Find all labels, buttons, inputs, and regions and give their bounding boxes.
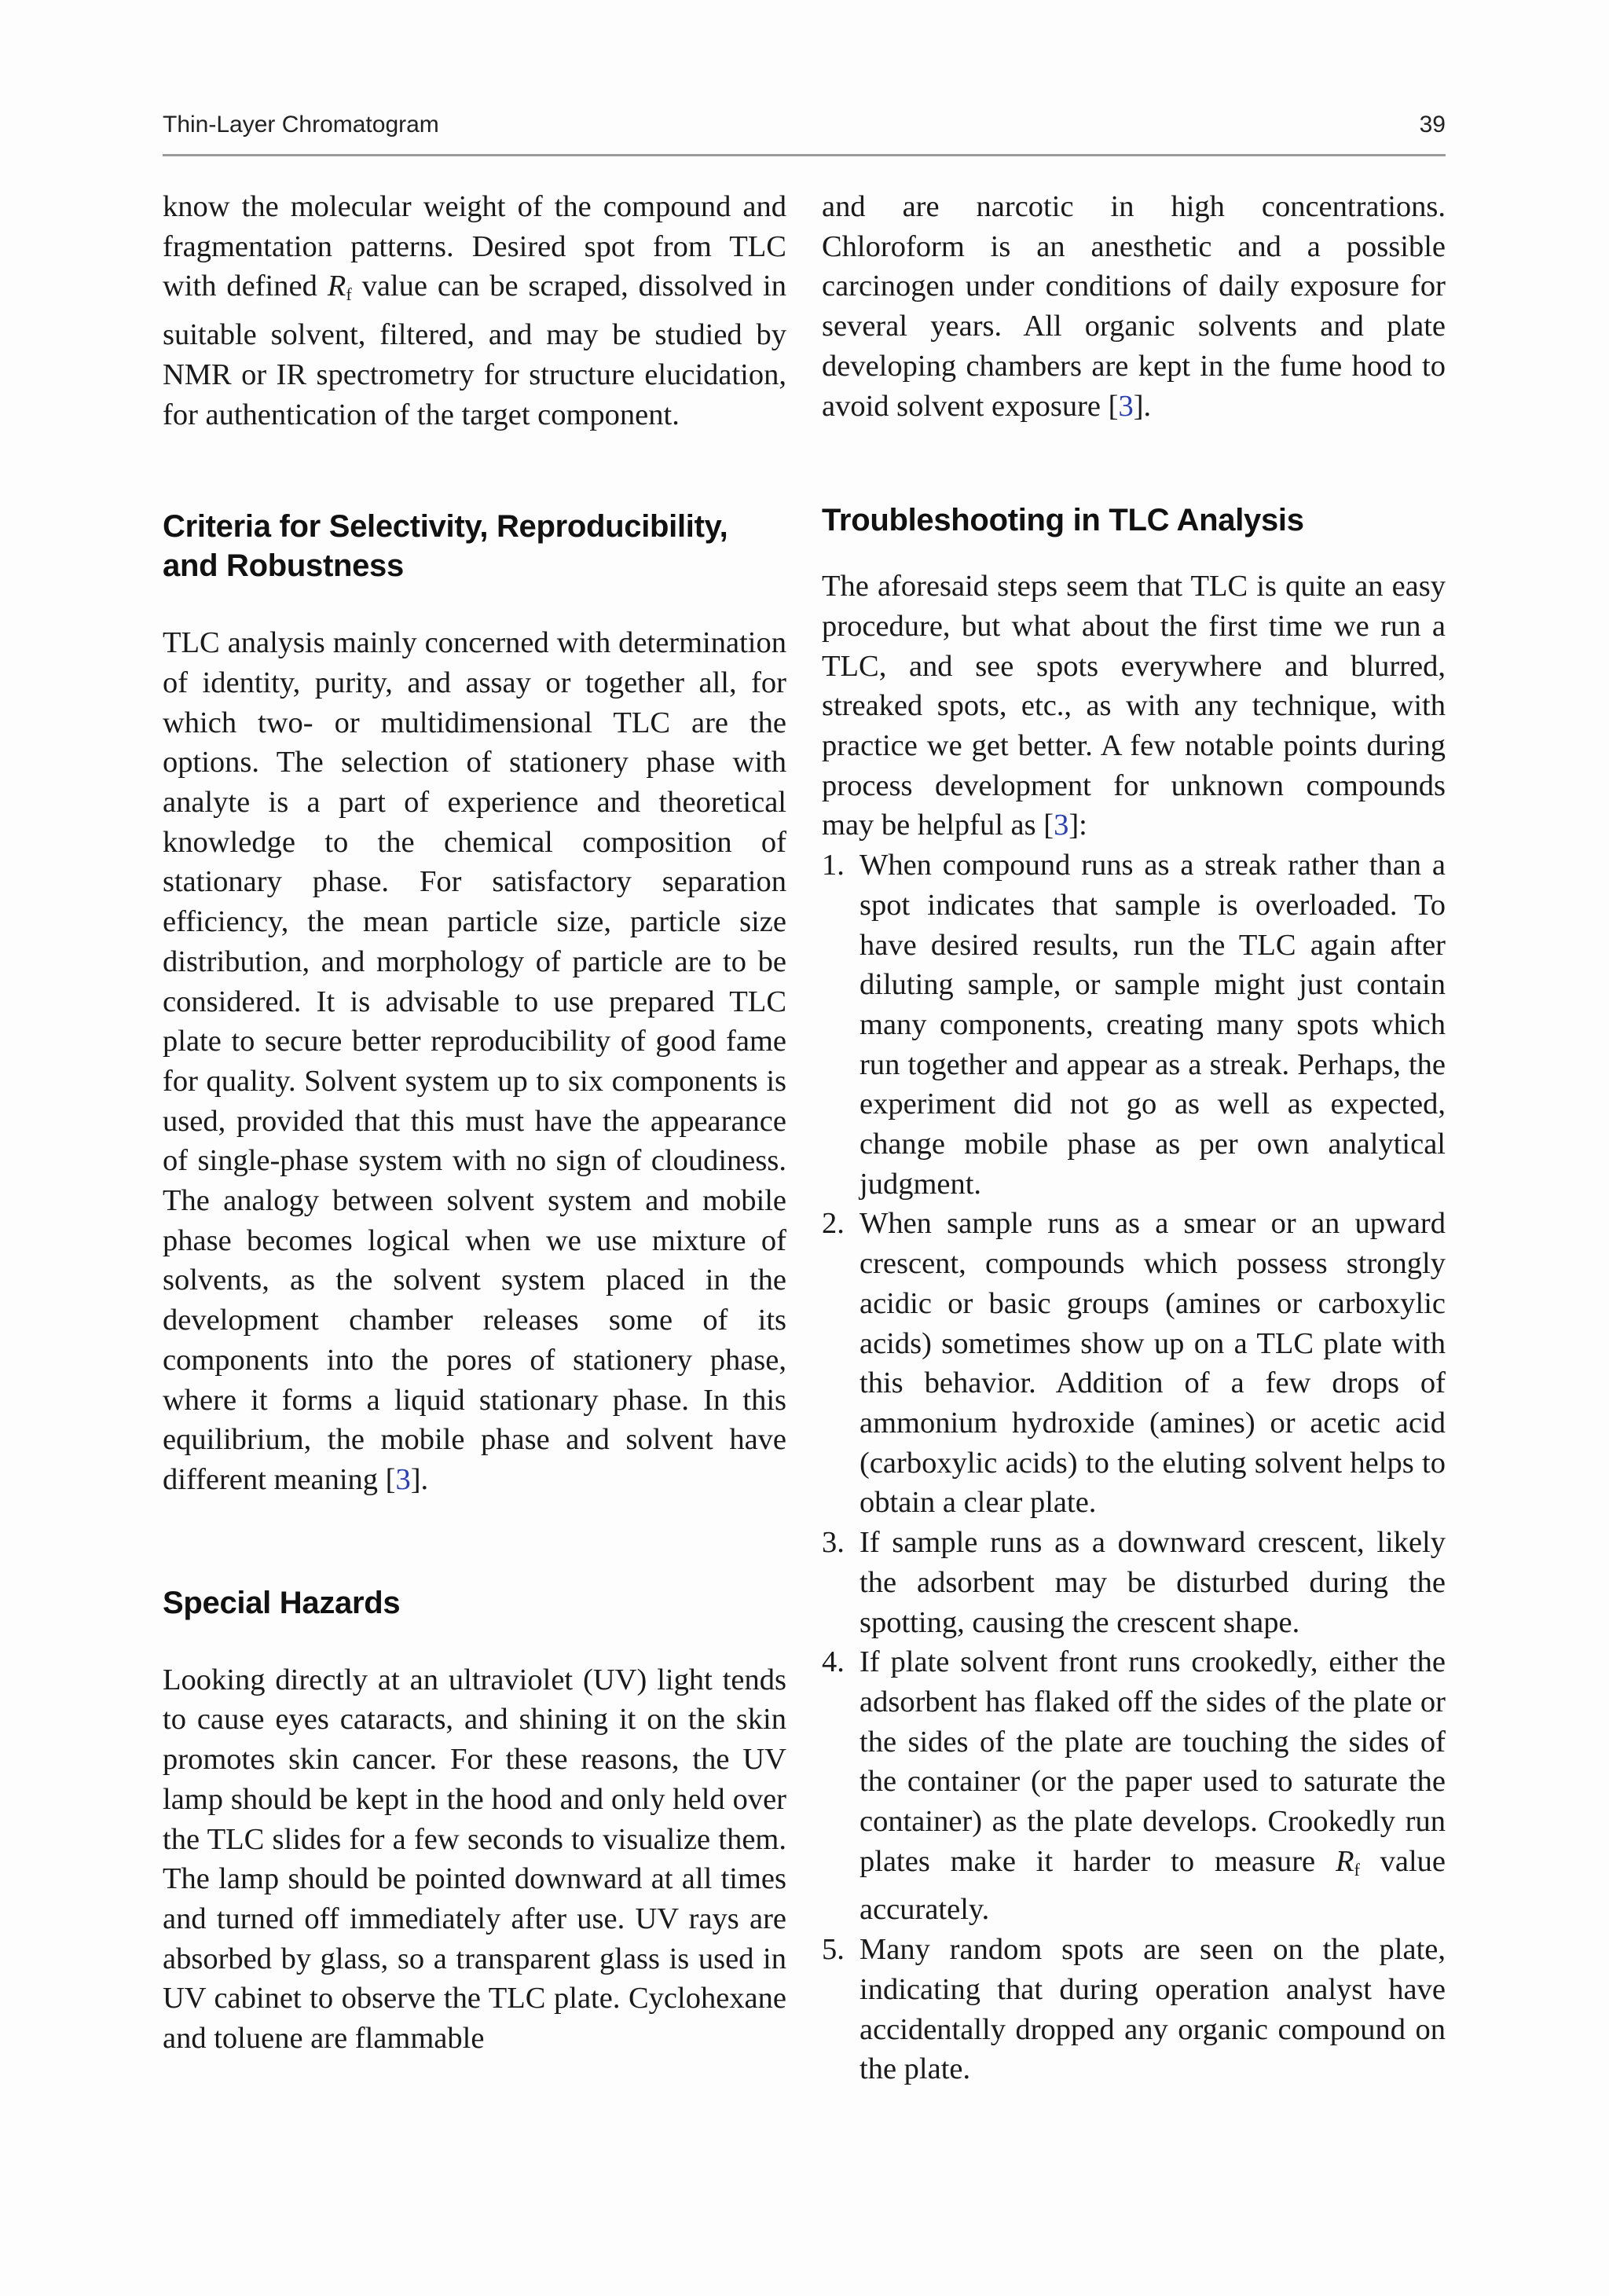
list-number: 2. — [822, 1207, 845, 1241]
list-number: 5. — [822, 1933, 845, 1967]
paragraph-text: The aforesaid steps seem that TLC is quite an easy procedure, but what about the first time we run a TLC, and see spots everywhere and blurred, streaked spots, etc., as with any technique, with practice we get better. A few notable points during process development for unknown compounds may be helpful as [ — [822, 570, 1446, 842]
list-item-text: If plate solvent front runs crookedly, either the adsorbent has flaked off the sides of the plate or the sides of the plate are touching the sides of the container (or the paper used to saturate the container) as the plate develops. Crookedly run plates make it harder to measure — [859, 1645, 1446, 1878]
rf-symbol: R — [327, 270, 346, 303]
paragraph-hazards: Looking directly at an ultraviolet (UV) light tends to cause eyes cataracts, and shining it on the skin promotes skin cancer. For these reasons, the UV lamp should be kept in the hood and only held over the TLC slides for a few seconds to visualize them. The lamp should be pointed downward at all times and turned off immediately after use. UV rays are absorbed by glass, so a transparent glass is used in UV cabinet to observe the TLC plate. Cyclohexane and toluene are flammable — [163, 1663, 786, 2056]
section-heading-troubleshooting: Troubleshooting in TLC Analysis — [822, 503, 1304, 538]
paragraph-text: TLC analysis mainly concerned with determination of identity, purity, and assay or together all, for which two- or multidimensional TLC are the options. The selection of stationery phase with analyte is a part of experience and theoretical knowledge to the chemical composition of stationary phase. For satisfactory separation efficiency, the mean particle size, particle size distribution, and morphology of particle are to be considered. It is advisable to use prepared TLC plate to secure better reproducibility of good fame for quality. Solvent system up to six components is used, provided that this must have the appearance of single-phase system with no sign of cloudiness. The analogy between solvent system and mobile phase becomes logical when we use mixture of solvents, as the solvent system placed in the development chamber releases some of its components into the pores of stationery phase, where it forms a liquid stationary phase. In this equilibrium, the mobile phase and solvent have different meaning [ — [163, 626, 786, 1496]
paragraph-troubleshooting-intro — [822, 567, 1446, 845]
paragraph-continuation — [822, 187, 1446, 426]
list-item — [822, 845, 1446, 1204]
paragraph-criteria — [163, 623, 786, 1499]
list-number: 3. — [822, 1526, 845, 1560]
list-item-text: value accurately. — [859, 1844, 1446, 1927]
paragraph-text: and are narcotic in high concentrations. Chloroform is an anesthetic and a possible carcinogen under conditions of daily exposure for several years. All organic solvents and plate developing chambers are kept in the fume hood to avoid solvent exposure [ — [822, 190, 1446, 423]
running-title: Thin-Layer Chromatogram — [163, 112, 439, 138]
list-number: 1. — [822, 849, 845, 882]
rf-subscript: f — [346, 284, 352, 305]
list-item-text: When compound runs as a streak rather than a spot indicates that sample is overloaded. To have desired results, run the TLC again after diluting sample, or sample might just contain many components, creating many spots which run together and appear as a streak. Perhaps, the experiment did not go as well as expected, change mobile phase as per own analytical judgment. — [859, 849, 1446, 1201]
header-rule — [163, 154, 1446, 156]
paragraph-continuation — [163, 187, 786, 435]
right-column — [822, 187, 1446, 2089]
list-item-text: Many random spots are seen on the plate, indicating that during operation analyst have accidentally dropped any organic compound on the plate. — [859, 1933, 1446, 2086]
page-number: 39 — [1419, 112, 1446, 138]
list-item — [822, 1523, 1446, 1642]
left-column — [163, 187, 786, 2059]
section-heading-criteria: Criteria for Selectivity, Reproducibility, and Robustness — [163, 509, 728, 584]
list-item — [822, 1642, 1446, 1930]
paragraph-text: ]. — [410, 1462, 429, 1496]
paragraph-text: value can be scraped, dissolved in suitable solvent, filtered, and may be studied by NMR or IR spectrometry for structure elucidation, for authentication of the target component. — [163, 270, 787, 431]
rf-symbol: R — [1335, 1844, 1354, 1878]
list-item — [822, 1930, 1446, 2089]
paragraph-text: know the molecular weight of the compound and fragmentation patterns. Desired spot from TLC with defined — [163, 190, 786, 303]
citation-link[interactable]: 3 — [1118, 389, 1134, 423]
list-item — [822, 1204, 1446, 1523]
citation-link[interactable]: 3 — [395, 1462, 411, 1496]
list-item-text: If sample runs as a downward crescent, likely the adsorbent may be disturbed during the spotting, causing the crescent shape. — [859, 1526, 1446, 1639]
paragraph-text: ]: — [1068, 809, 1087, 842]
troubleshooting-list — [822, 845, 1446, 2089]
list-item-text: When sample runs as a smear or an upward crescent, compounds which possess strongly acidic or basic groups (amines or carboxylic acids) sometimes show up on a TLC plate with this behavior. Addition of a few drops of ammonium hydroxide (amines) or acetic acid (carboxylic acids) to the eluting solvent helps to obtain a clear plate. — [859, 1207, 1446, 1520]
running-header — [163, 112, 1446, 152]
rf-subscript: f — [1354, 1859, 1360, 1880]
section-heading-hazards: Special Hazards — [163, 1585, 401, 1620]
list-number: 4. — [822, 1645, 845, 1679]
citation-link[interactable]: 3 — [1054, 809, 1069, 842]
paragraph-text: ]. — [1133, 389, 1152, 423]
